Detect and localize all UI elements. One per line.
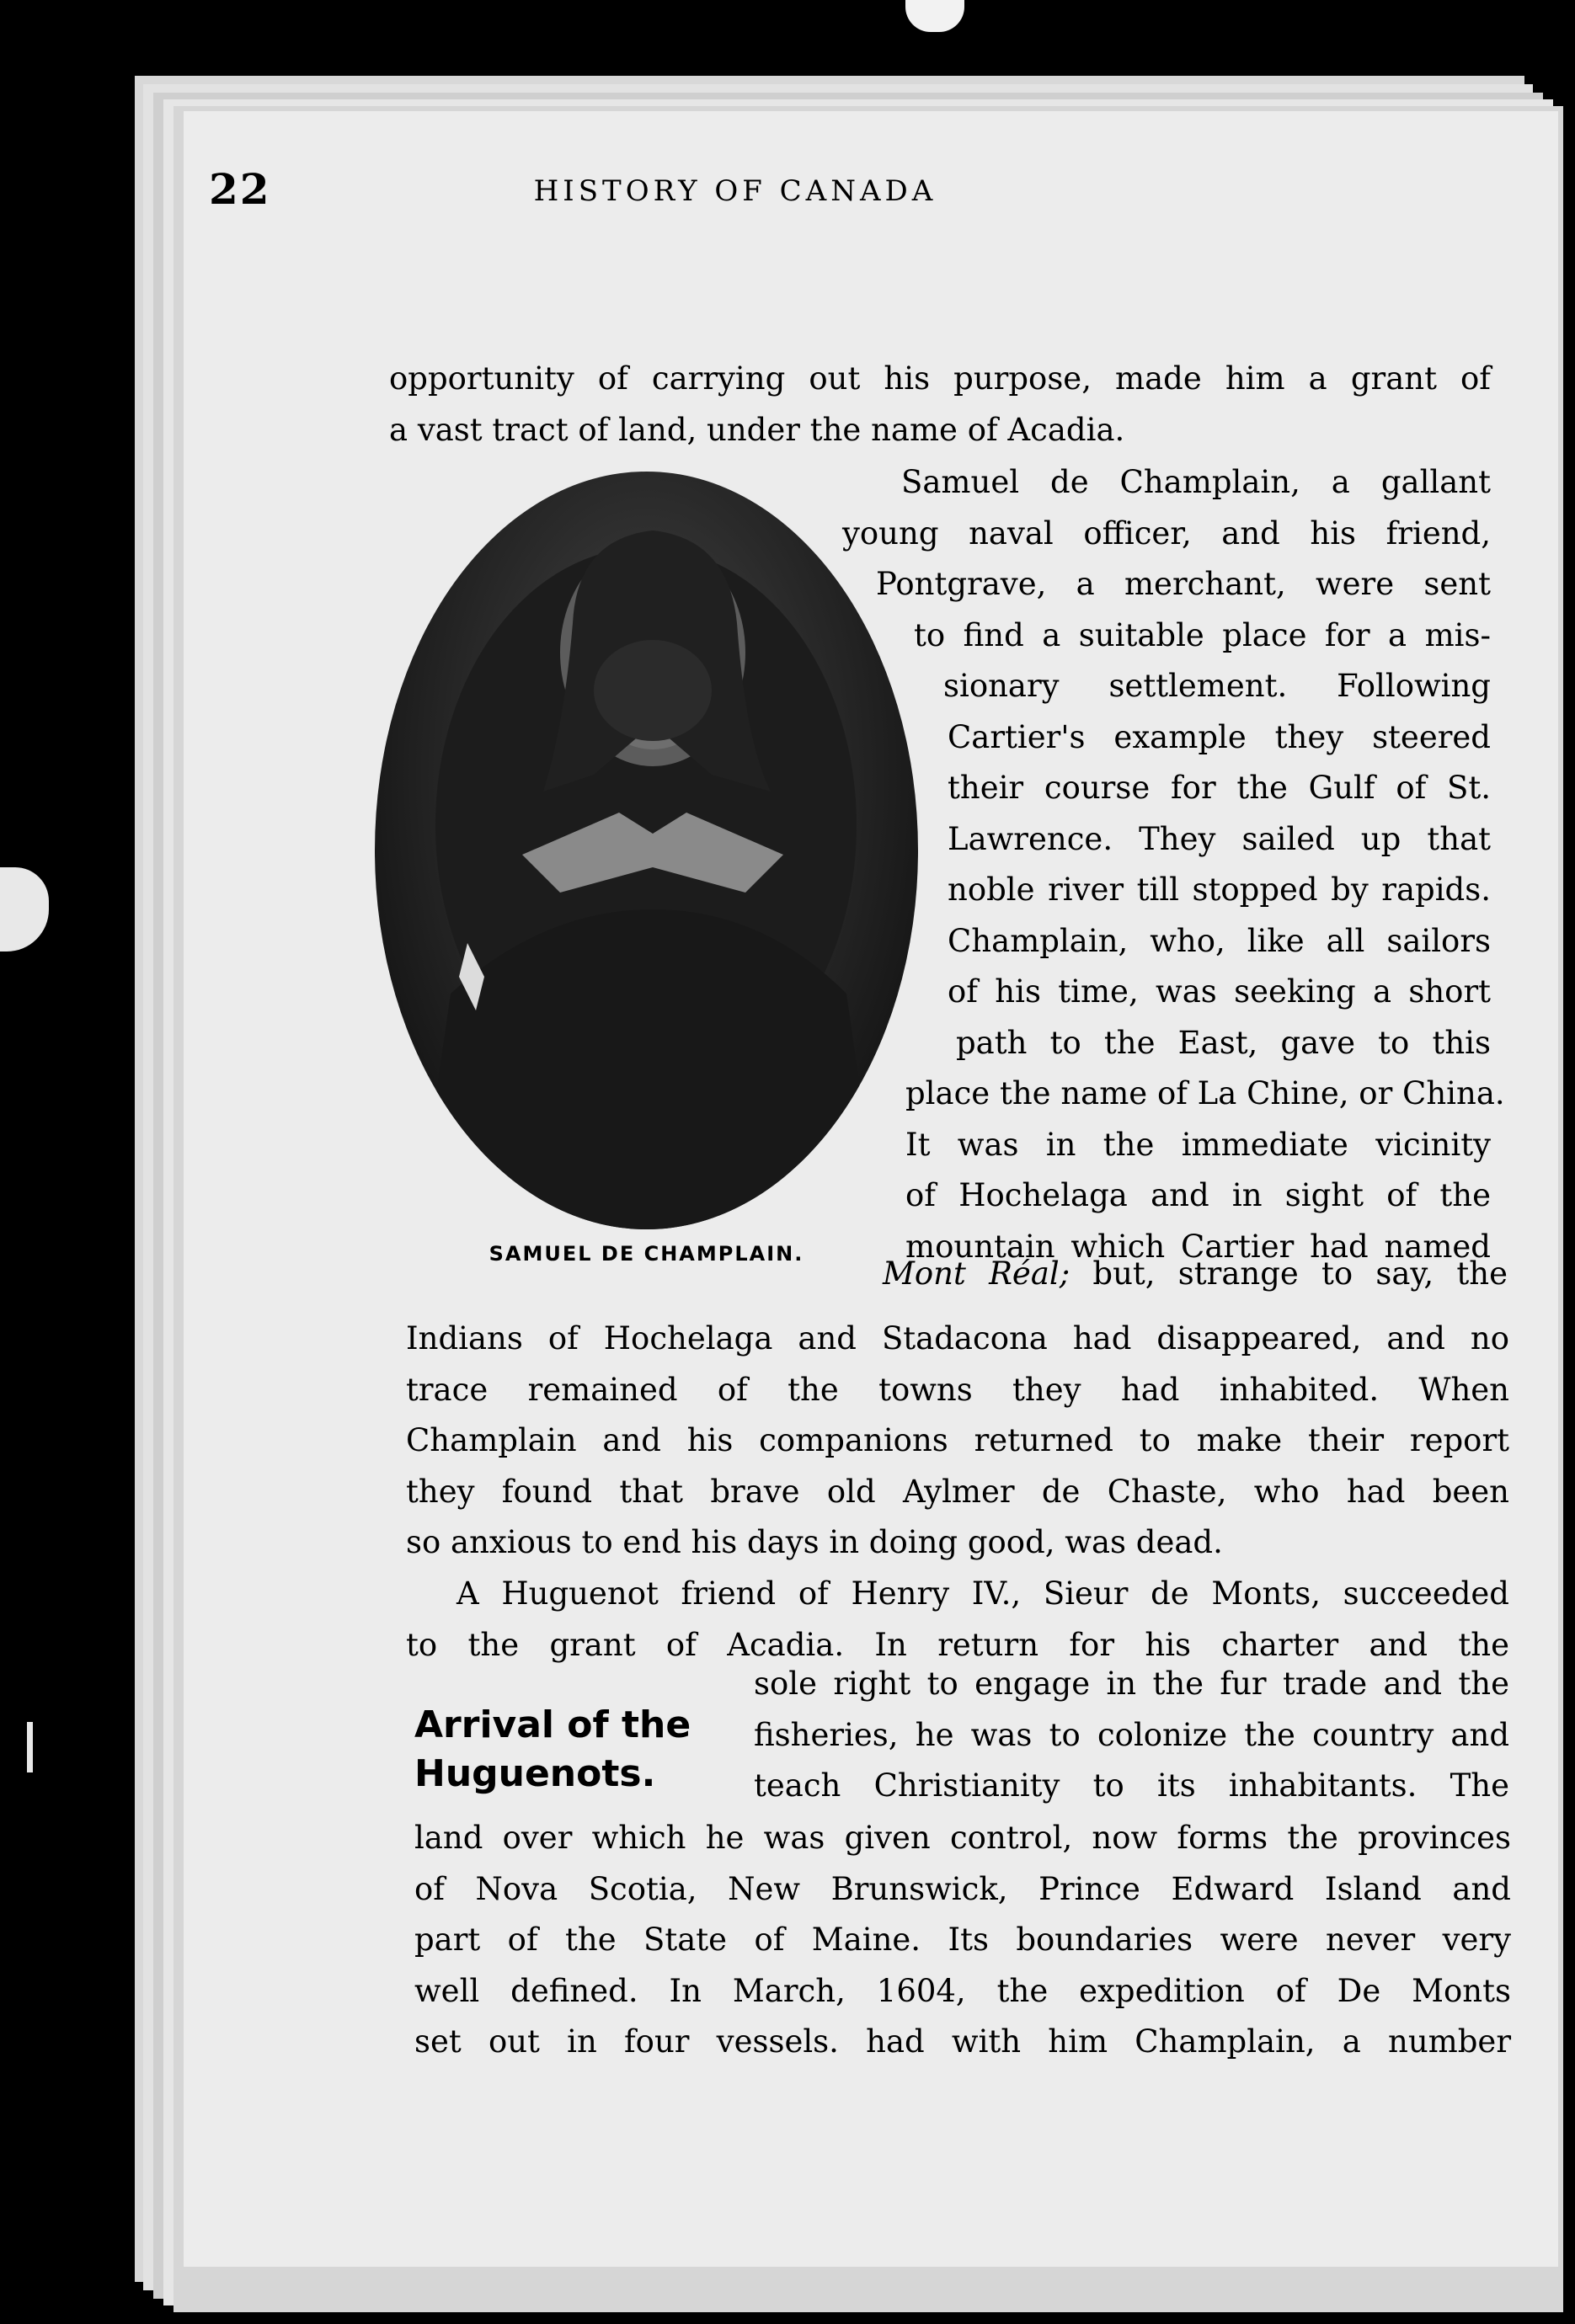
text-line: they found that brave old Aylmer de Chaste, who had been [406,1473,1509,1510]
page-header [209,164,1262,223]
text-line: place the name of La Chine, or China. [905,1075,1505,1111]
wrapped-paragraph [842,457,1505,1272]
scan-artifact [0,867,49,951]
text-line: set out in four vessels. had with him Champlain, a number [414,2023,1511,2060]
text-line: to find a suitable place for a mis- [914,616,1491,653]
text-line: land over which he was given control, now forms the provinces [414,1820,1511,1856]
paragraph-indians [406,1314,1509,1569]
page-number: 22 [209,164,271,214]
text-line: sole right to engage in the fur trade and the [754,1666,1509,1702]
text-line: part of the State of Maine. Its boundaries were never very [414,1922,1511,1958]
text-line: noble river till stopped by rapids. [948,872,1491,908]
text-line: Indians of Hochelaga and Stadacona had disappeared, and no [406,1320,1509,1357]
text-line: A Huguenot friend of Henry IV., Sieur de Monts, succeeded [456,1575,1509,1612]
text-line: Lawrence. They sailed up that [948,820,1491,857]
paragraph-final [414,1813,1511,2068]
opening-paragraph [389,354,1491,456]
text-fragment: but, strange to say, the [1070,1255,1508,1292]
text-line: to the grant of Acadia. In return for his charter and the [406,1626,1509,1663]
text-line: opportunity of carrying out his purpose, made him a grant of [389,360,1491,397]
text-line: young naval officer, and his friend, [842,514,1491,552]
text-line: fisheries, he was to colonize the country and [754,1716,1509,1753]
text-line: of Hochelaga and in sight of the [905,1177,1491,1213]
text-line [883,1249,1508,1300]
side-heading [414,1701,691,1799]
text-line: a vast tract of land, under the name of Acadia. [389,411,1125,448]
text-line: their course for the Gulf of St. [948,770,1491,806]
text-line: teach Christianity to its inhabitants. The [754,1767,1509,1804]
text-line: so anxious to end his days in doing good, was dead. [406,1524,1223,1560]
scan-artifact [905,0,964,32]
text-line: Champlain and his companions returned to make their report [406,1422,1509,1458]
running-title: HISTORY OF CANADA [533,174,937,208]
text-line: Champlain, who, like all sailors [948,922,1491,959]
text-line: It was in the immediate vicinity [905,1126,1491,1163]
text-line: trace remained of the towns they had inhabited. When [406,1371,1509,1408]
text-line: well defined. In March, 1604, the expedition of De Monts [414,1972,1511,2009]
portrait-caption: SAMUEL DE CHAMPLAIN. [489,1242,804,1266]
portrait-image [375,472,918,1229]
paragraph-huguenot [406,1569,1509,1671]
mont-real-line [883,1249,1508,1300]
text-line: Cartier's example they steered [948,718,1491,755]
paragraph-beside-heading [754,1659,1509,1812]
scan-artifact [27,1722,33,1772]
text-line: Samuel de Champlain, a gallant [901,464,1491,500]
text-line: of Nova Scotia, New Brunswick, Prince Edward Island and [414,1870,1511,1907]
side-heading-line: Huguenots. [414,1752,656,1795]
text-line: of his time, was seeking a short [948,973,1491,1010]
italic-place-name: Mont Réal; [883,1255,1070,1292]
text-line: path to the East, gave to this [956,1024,1491,1061]
side-heading-line: Arrival of the [414,1703,691,1746]
text-line: mountain which Cartier had named [905,1228,1491,1265]
text-line: sionary settlement. Following [943,668,1491,704]
text-line: Pontgrave, a merchant, were sent [876,566,1491,602]
